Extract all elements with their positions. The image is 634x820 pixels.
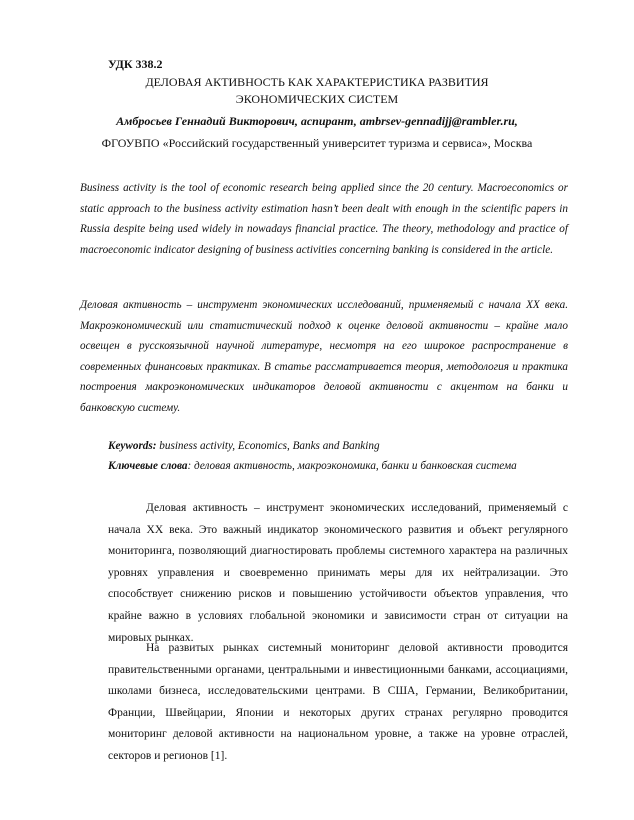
keywords-ru-text: : деловая активность, макроэкономика, банки и банковская система [187, 460, 517, 472]
title-line-2: ЭКОНОМИЧЕСКИХ СИСТЕМ [235, 92, 399, 106]
keywords-russian [108, 456, 568, 476]
keywords-en-label: Keywords: [108, 440, 157, 452]
abstract-russian: Деловая активность – инструмент экономических исследований, применяемый с начала XX века. Макроэкономический или статистический подход к оценке деловой активности – крайне мало освещен в русскоязычной научной литературе, несмотря на его широкое распространение в современных финансовых практиках. В статье рассматривается теория, методология и практика построения макроэкономических индикаторов деловой активности с акцентом на банки и банковскую систему. [80, 299, 568, 414]
udk-code: УДК 338.2 [108, 57, 163, 71]
title-line-1: ДЕЛОВАЯ АКТИВНОСТЬ КАК ХАРАКТЕРИСТИКА РАЗВИТИЯ [145, 75, 489, 89]
affiliation-line: ФГОУВПО «Российский государственный университет туризма и сервиса», Москва [101, 136, 533, 150]
author-line: Амбросьев Геннадий Викторович, аспирант, ambrsev-gennadijj@rambler.ru, [116, 114, 518, 128]
keywords-en-text: business activity, Economics, Banks and Banking [156, 440, 380, 452]
article-title [100, 74, 534, 108]
abstract-english: Business activity is the tool of economic research being applied since the 20 century. Macroeconomics or static approach to the business activity estimation hasn’t been dealt with enough in the scientific papers in Russia despite being used widely in nowadays financial practice. The theory, methodology and practice of macroeconomic indicator designing of business activities concerning banking is considered in the article. [80, 182, 568, 256]
body-paragraph-2: На развитых рынках системный мониторинг деловой активности проводится правительственными органами, центральными и инвестиционными банками, ассоциациями, школами бизнеса, исследовательскими центрами. В США, Германии, Великобритании, Франции, Швейцарии, Японии и некоторых других странах регулярно проводится мониторинг деловой активности на национальном уровне, а также на уровне отраслей, секторов и регионов [1]. [108, 642, 568, 762]
keywords-ru-label: Ключевые слова [108, 460, 188, 472]
body-paragraph-1: Деловая активность – инструмент экономических исследований, применяемый с начала XX века. Это важный индикатор экономического развития и объект регулярного мониторинга, позволяющий диагностировать проблемы системного характера на различных уровнях управления и своевременно принимать меры для их нейтрализации. Это способствует снижению рисков и повышению устойчивости объектов управления, что крайне важно в условиях глобальной экономики и зависимости стран от ситуации на мировых рынках. [108, 502, 568, 644]
keywords-english [108, 436, 568, 456]
